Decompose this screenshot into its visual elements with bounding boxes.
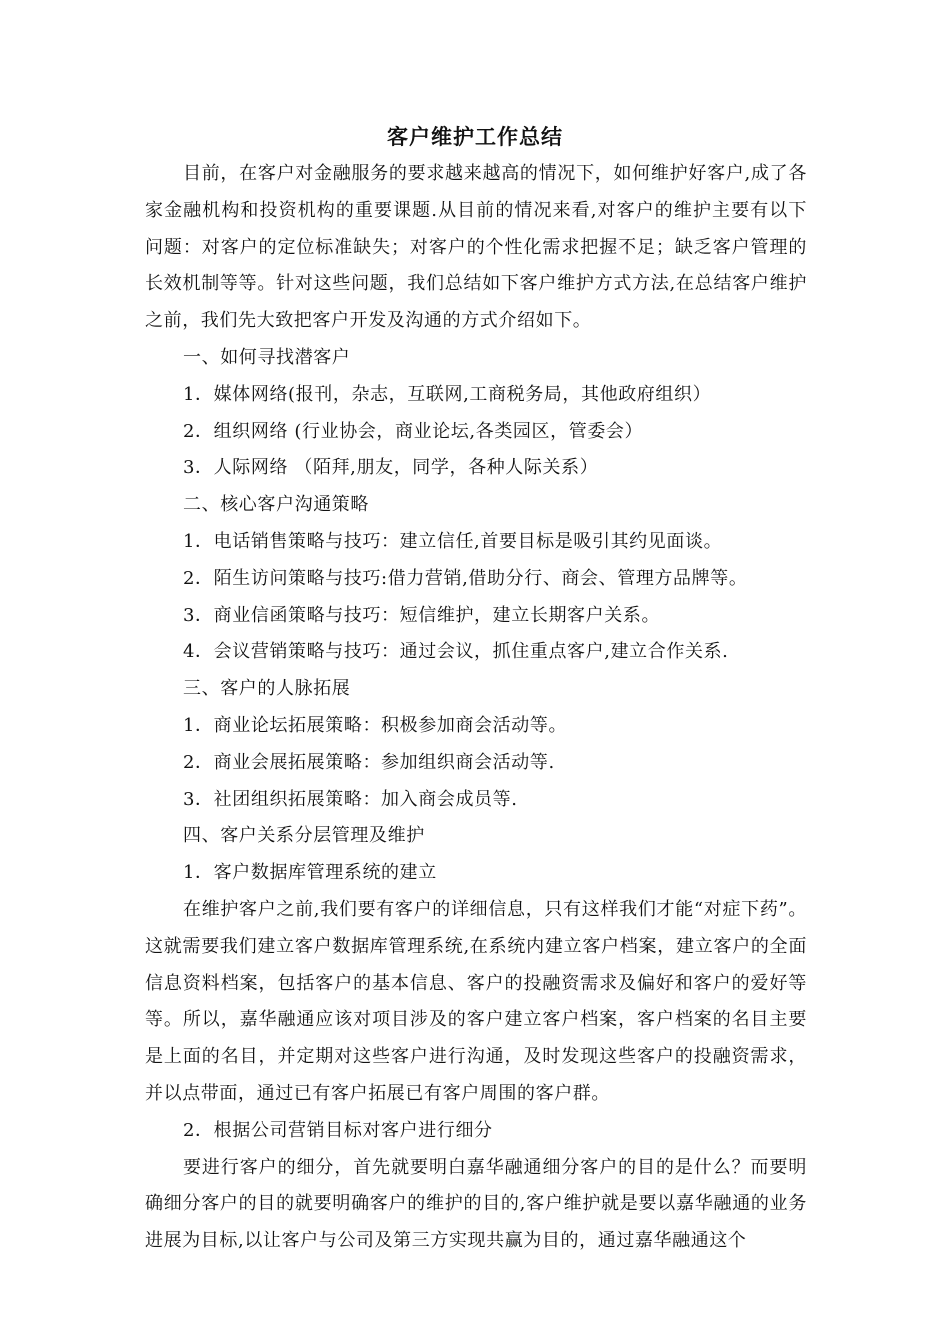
list-item: 1．电话销售策略与技巧：建立信任,首要目标是吸引其约见面谈。 xyxy=(183,530,723,552)
section-heading-2: 二、核心客户沟通策略 xyxy=(183,494,369,516)
paragraph-intro: 目前，在客户对金融服务的要求越来越高的情况下，如何维护好客户,成了各家金融机构和投资机构的重要课题.从目前的情况来看,对客户的维护主要有以下问题：对客户的定位标准缺失；对客户的个性化需求把握不足；缺乏客户管理的长效机制等等。针对这些问题，我们总结如下客户维护方式方法,在总结客户维护之前，我们先大致把客户开发及沟通的方式介绍如下。 xyxy=(145,163,807,332)
section-heading-4: 四、客户关系分层管理及维护 xyxy=(183,825,425,847)
list-item: 1．商业论坛拓展策略：积极参加商会活动等。 xyxy=(183,714,568,736)
section-heading-3: 三、客户的人脉拓展 xyxy=(183,678,351,700)
document-body xyxy=(145,156,807,1260)
list-item: 2．组织网络 (行业协会，商业论坛,各类园区，管委会） xyxy=(183,420,644,442)
list-item: 1．媒体网络(报刊，杂志，互联网,工商税务局，其他政府组织） xyxy=(183,383,712,405)
list-item: 3．人际网络 （陌拜,朋友，同学，各种人际关系） xyxy=(183,457,599,479)
list-item: 4．会议营销策略与技巧：通过会议，抓住重点客户,建立合作关系. xyxy=(183,641,729,663)
paragraph-database: 在维护客户之前,我们要有客户的详细信息，只有这样我们才能“对症下药”。这就需要我们建立客户数据库管理系统,在系统内建立客户档案，建立客户的全面信息资料档案，包括客户的基本信息、客户的投融资需求及偏好和客户的爱好等等。所以，嘉华融通应该对项目涉及的客户建立客户档案，客户档案的名目主要是上面的名目，并定期对这些客户进行沟通，及时发现这些客户的投融资需求，并以点带面，通过已有客户拓展已有客户周围的客户群。 xyxy=(145,898,807,1104)
list-item: 3．商业信函策略与技巧：短信维护，建立长期客户关系。 xyxy=(183,604,661,626)
list-item: 3．社团组织拓展策略：加入商会成员等. xyxy=(183,788,518,810)
paragraph-segmentation: 要进行客户的细分，首先就要明白嘉华融通细分客户的目的是什么？而要明确细分客户的目的就要明确客户的维护的目的,客户维护就是要以嘉华融通的业务进展为目标,以让客户与公司及第三方实现共赢为目的，通过嘉华融通这个 xyxy=(145,1156,807,1252)
list-item: 2．商业会展拓展策略：参加组织商会活动等. xyxy=(183,751,555,773)
subsection-heading: 1．客户数据库管理系统的建立 xyxy=(183,862,437,884)
list-item: 2．陌生访问策略与技巧:借力营销,借助分行、商会、管理方品牌等。 xyxy=(183,567,748,589)
subsection-heading: 2．根据公司营销目标对客户进行细分 xyxy=(183,1119,493,1141)
document-title: 客户维护工作总结 xyxy=(387,125,563,149)
section-heading-1: 一、如何寻找潜客户 xyxy=(183,346,351,368)
